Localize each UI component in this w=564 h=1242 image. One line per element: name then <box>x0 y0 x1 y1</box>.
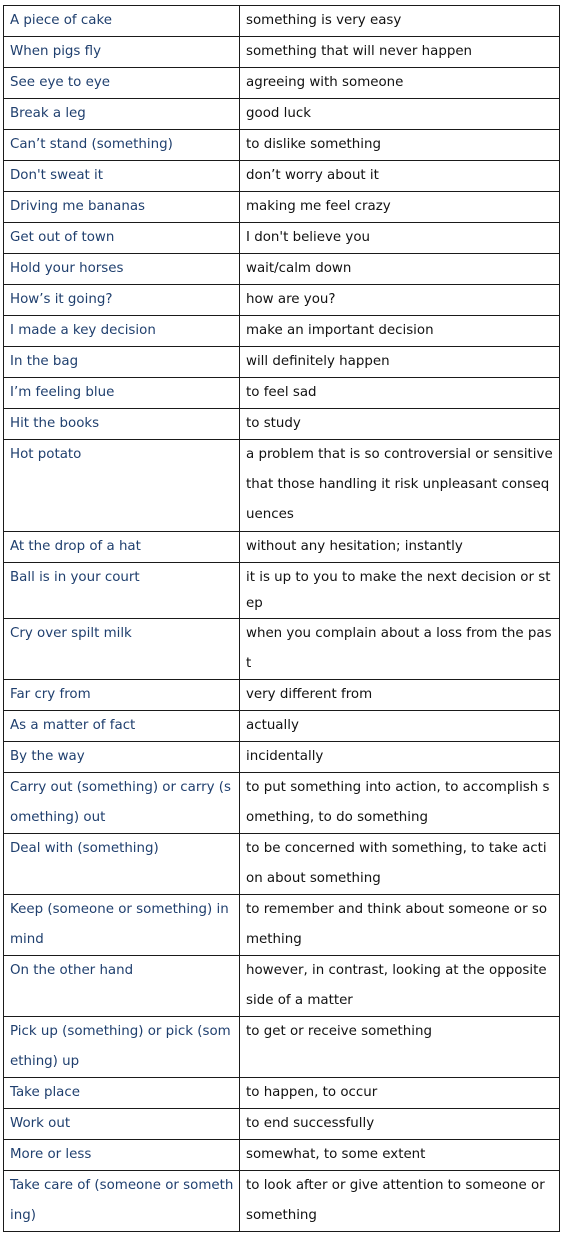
idiom-text: On the other hand <box>10 963 134 978</box>
meaning-cell <box>240 378 560 409</box>
meaning-text: to put something into action, to accomplish something, to do something <box>246 780 550 825</box>
idiom-cell <box>4 68 240 99</box>
table-row <box>4 895 560 956</box>
idiom-cell <box>4 316 240 347</box>
idiom-text: Keep (someone or something) in mind <box>10 902 229 947</box>
table-row <box>4 711 560 742</box>
meaning-cell <box>240 1140 560 1171</box>
meaning-text: without any hesitation; instantly <box>246 539 463 554</box>
meaning-text: to feel sad <box>246 385 317 400</box>
table-row <box>4 532 560 563</box>
meaning-cell <box>240 285 560 316</box>
table-row <box>4 1140 560 1171</box>
idiom-cell <box>4 956 240 1017</box>
meaning-cell <box>240 6 560 37</box>
meaning-cell <box>240 1171 560 1232</box>
idiom-cell <box>4 773 240 834</box>
table-row <box>4 619 560 680</box>
idiom-cell <box>4 130 240 161</box>
meaning-text: to end successfully <box>246 1116 375 1131</box>
idiom-cell <box>4 532 240 563</box>
idiom-cell <box>4 161 240 192</box>
meaning-text: it is up to you to make the next decision or step <box>246 570 551 611</box>
meaning-cell <box>240 347 560 378</box>
idiom-cell <box>4 6 240 37</box>
idiom-text: Ball is in your court <box>10 570 140 585</box>
table-row <box>4 161 560 192</box>
meaning-text: somewhat, to some extent <box>246 1147 426 1162</box>
meaning-text: to remember and think about someone or something <box>246 902 548 947</box>
table-row <box>4 440 560 532</box>
idiom-text: Driving me bananas <box>10 199 146 214</box>
table-row <box>4 68 560 99</box>
idiom-cell <box>4 1017 240 1078</box>
meaning-text: don’t worry about it <box>246 168 379 183</box>
table-row <box>4 192 560 223</box>
meaning-text: to happen, to occur <box>246 1085 378 1100</box>
meaning-cell <box>240 1109 560 1140</box>
table-row <box>4 223 560 254</box>
idiom-text: Pick up (something) or pick (something) up <box>10 1024 231 1069</box>
meaning-cell <box>240 99 560 130</box>
meaning-cell <box>240 834 560 895</box>
idiom-cell <box>4 409 240 440</box>
meaning-cell <box>240 563 560 619</box>
idiom-cell <box>4 254 240 285</box>
meaning-text: to look after or give attention to someone or something <box>246 1178 545 1223</box>
table-row <box>4 6 560 37</box>
table-row <box>4 834 560 895</box>
meaning-cell <box>240 316 560 347</box>
idiom-text: Don't sweat it <box>10 168 104 183</box>
idiom-text: I’m feeling blue <box>10 385 115 400</box>
table-row <box>4 378 560 409</box>
table-row <box>4 316 560 347</box>
meaning-cell <box>240 1017 560 1078</box>
idiom-cell <box>4 563 240 619</box>
idiom-text: Can’t stand (something) <box>10 137 173 152</box>
idiom-table <box>3 5 560 1232</box>
idiom-cell <box>4 285 240 316</box>
idiom-cell <box>4 1171 240 1232</box>
meaning-text: when you complain about a loss from the past <box>246 626 552 671</box>
meaning-cell <box>240 773 560 834</box>
meaning-cell <box>240 37 560 68</box>
idiom-text: Far cry from <box>10 687 91 702</box>
table-row <box>4 254 560 285</box>
idiom-text: Take care of (someone or something) <box>10 1178 234 1223</box>
meaning-text: make an important decision <box>246 323 434 338</box>
meaning-cell <box>240 440 560 532</box>
meaning-cell <box>240 254 560 285</box>
idiom-cell <box>4 619 240 680</box>
idiom-cell <box>4 347 240 378</box>
idiom-cell <box>4 680 240 711</box>
meaning-cell <box>240 130 560 161</box>
idiom-cell <box>4 192 240 223</box>
meaning-cell <box>240 619 560 680</box>
meaning-text: something that will never happen <box>246 44 473 59</box>
meaning-text: agreeing with someone <box>246 75 404 90</box>
meaning-cell <box>240 711 560 742</box>
idiom-text: I made a key decision <box>10 323 156 338</box>
table-row <box>4 99 560 130</box>
idiom-text: A piece of cake <box>10 13 112 28</box>
meaning-text: to study <box>246 416 301 431</box>
meaning-text: I don't believe you <box>246 230 371 245</box>
idiom-text: Work out <box>10 1116 71 1131</box>
meaning-cell <box>240 895 560 956</box>
meaning-text: a problem that is so controversial or sensitive that those handling it risk unpleasant consequences <box>246 447 553 522</box>
idiom-text: In the bag <box>10 354 79 369</box>
idiom-cell <box>4 834 240 895</box>
idiom-text: Carry out (something) or carry (something) out <box>10 780 231 825</box>
table-row <box>4 680 560 711</box>
idiom-cell <box>4 37 240 68</box>
idiom-text: Hot potato <box>10 447 82 462</box>
idiom-text: See eye to eye <box>10 75 110 90</box>
idiom-cell <box>4 1109 240 1140</box>
idiom-text: Break a leg <box>10 106 86 121</box>
idiom-text: As a matter of fact <box>10 718 136 733</box>
meaning-cell <box>240 192 560 223</box>
table-row <box>4 37 560 68</box>
meaning-cell <box>240 68 560 99</box>
idiom-text: At the drop of a hat <box>10 539 141 554</box>
table-row <box>4 130 560 161</box>
meaning-cell <box>240 409 560 440</box>
meaning-cell <box>240 532 560 563</box>
meaning-text: to get or receive something <box>246 1024 432 1039</box>
meaning-text: good luck <box>246 106 311 121</box>
meaning-text: will definitely happen <box>246 354 390 369</box>
meaning-text: how are you? <box>246 292 336 307</box>
meaning-cell <box>240 956 560 1017</box>
idiom-cell <box>4 1140 240 1171</box>
idiom-table-body <box>4 6 560 1232</box>
idiom-text: Hit the books <box>10 416 100 431</box>
meaning-text: something is very easy <box>246 13 402 28</box>
idiom-text: Take place <box>10 1085 80 1100</box>
meaning-text: actually <box>246 718 299 733</box>
meaning-text: incidentally <box>246 749 324 764</box>
idiom-text: Hold your horses <box>10 261 124 276</box>
meaning-text: making me feel crazy <box>246 199 391 214</box>
table-row <box>4 347 560 378</box>
idiom-cell <box>4 1078 240 1109</box>
table-row <box>4 956 560 1017</box>
meaning-text: very different from <box>246 687 373 702</box>
table-row <box>4 742 560 773</box>
idiom-cell <box>4 742 240 773</box>
idiom-text: Cry over spilt milk <box>10 626 132 641</box>
idiom-text: When pigs fly <box>10 44 102 59</box>
idiom-text: Deal with (something) <box>10 841 159 856</box>
idiom-cell <box>4 895 240 956</box>
table-row <box>4 1017 560 1078</box>
idiom-text: Get out of town <box>10 230 115 245</box>
meaning-text: to dislike something <box>246 137 382 152</box>
meaning-cell <box>240 161 560 192</box>
idiom-cell <box>4 711 240 742</box>
meaning-cell <box>240 1078 560 1109</box>
table-row <box>4 285 560 316</box>
idiom-cell <box>4 378 240 409</box>
idiom-cell <box>4 99 240 130</box>
idiom-text: More or less <box>10 1147 92 1162</box>
table-row <box>4 1078 560 1109</box>
table-row <box>4 1171 560 1232</box>
idiom-text: How’s it going? <box>10 292 113 307</box>
idiom-text: By the way <box>10 749 85 764</box>
table-row <box>4 773 560 834</box>
idiom-cell <box>4 440 240 532</box>
meaning-cell <box>240 742 560 773</box>
table-row <box>4 409 560 440</box>
meaning-cell <box>240 223 560 254</box>
meaning-text: wait/calm down <box>246 261 352 276</box>
table-row <box>4 1109 560 1140</box>
idiom-cell <box>4 223 240 254</box>
table-row <box>4 563 560 619</box>
meaning-text: however, in contrast, looking at the opposite side of a matter <box>246 963 547 1008</box>
meaning-text: to be concerned with something, to take action about something <box>246 841 547 886</box>
meaning-cell <box>240 680 560 711</box>
